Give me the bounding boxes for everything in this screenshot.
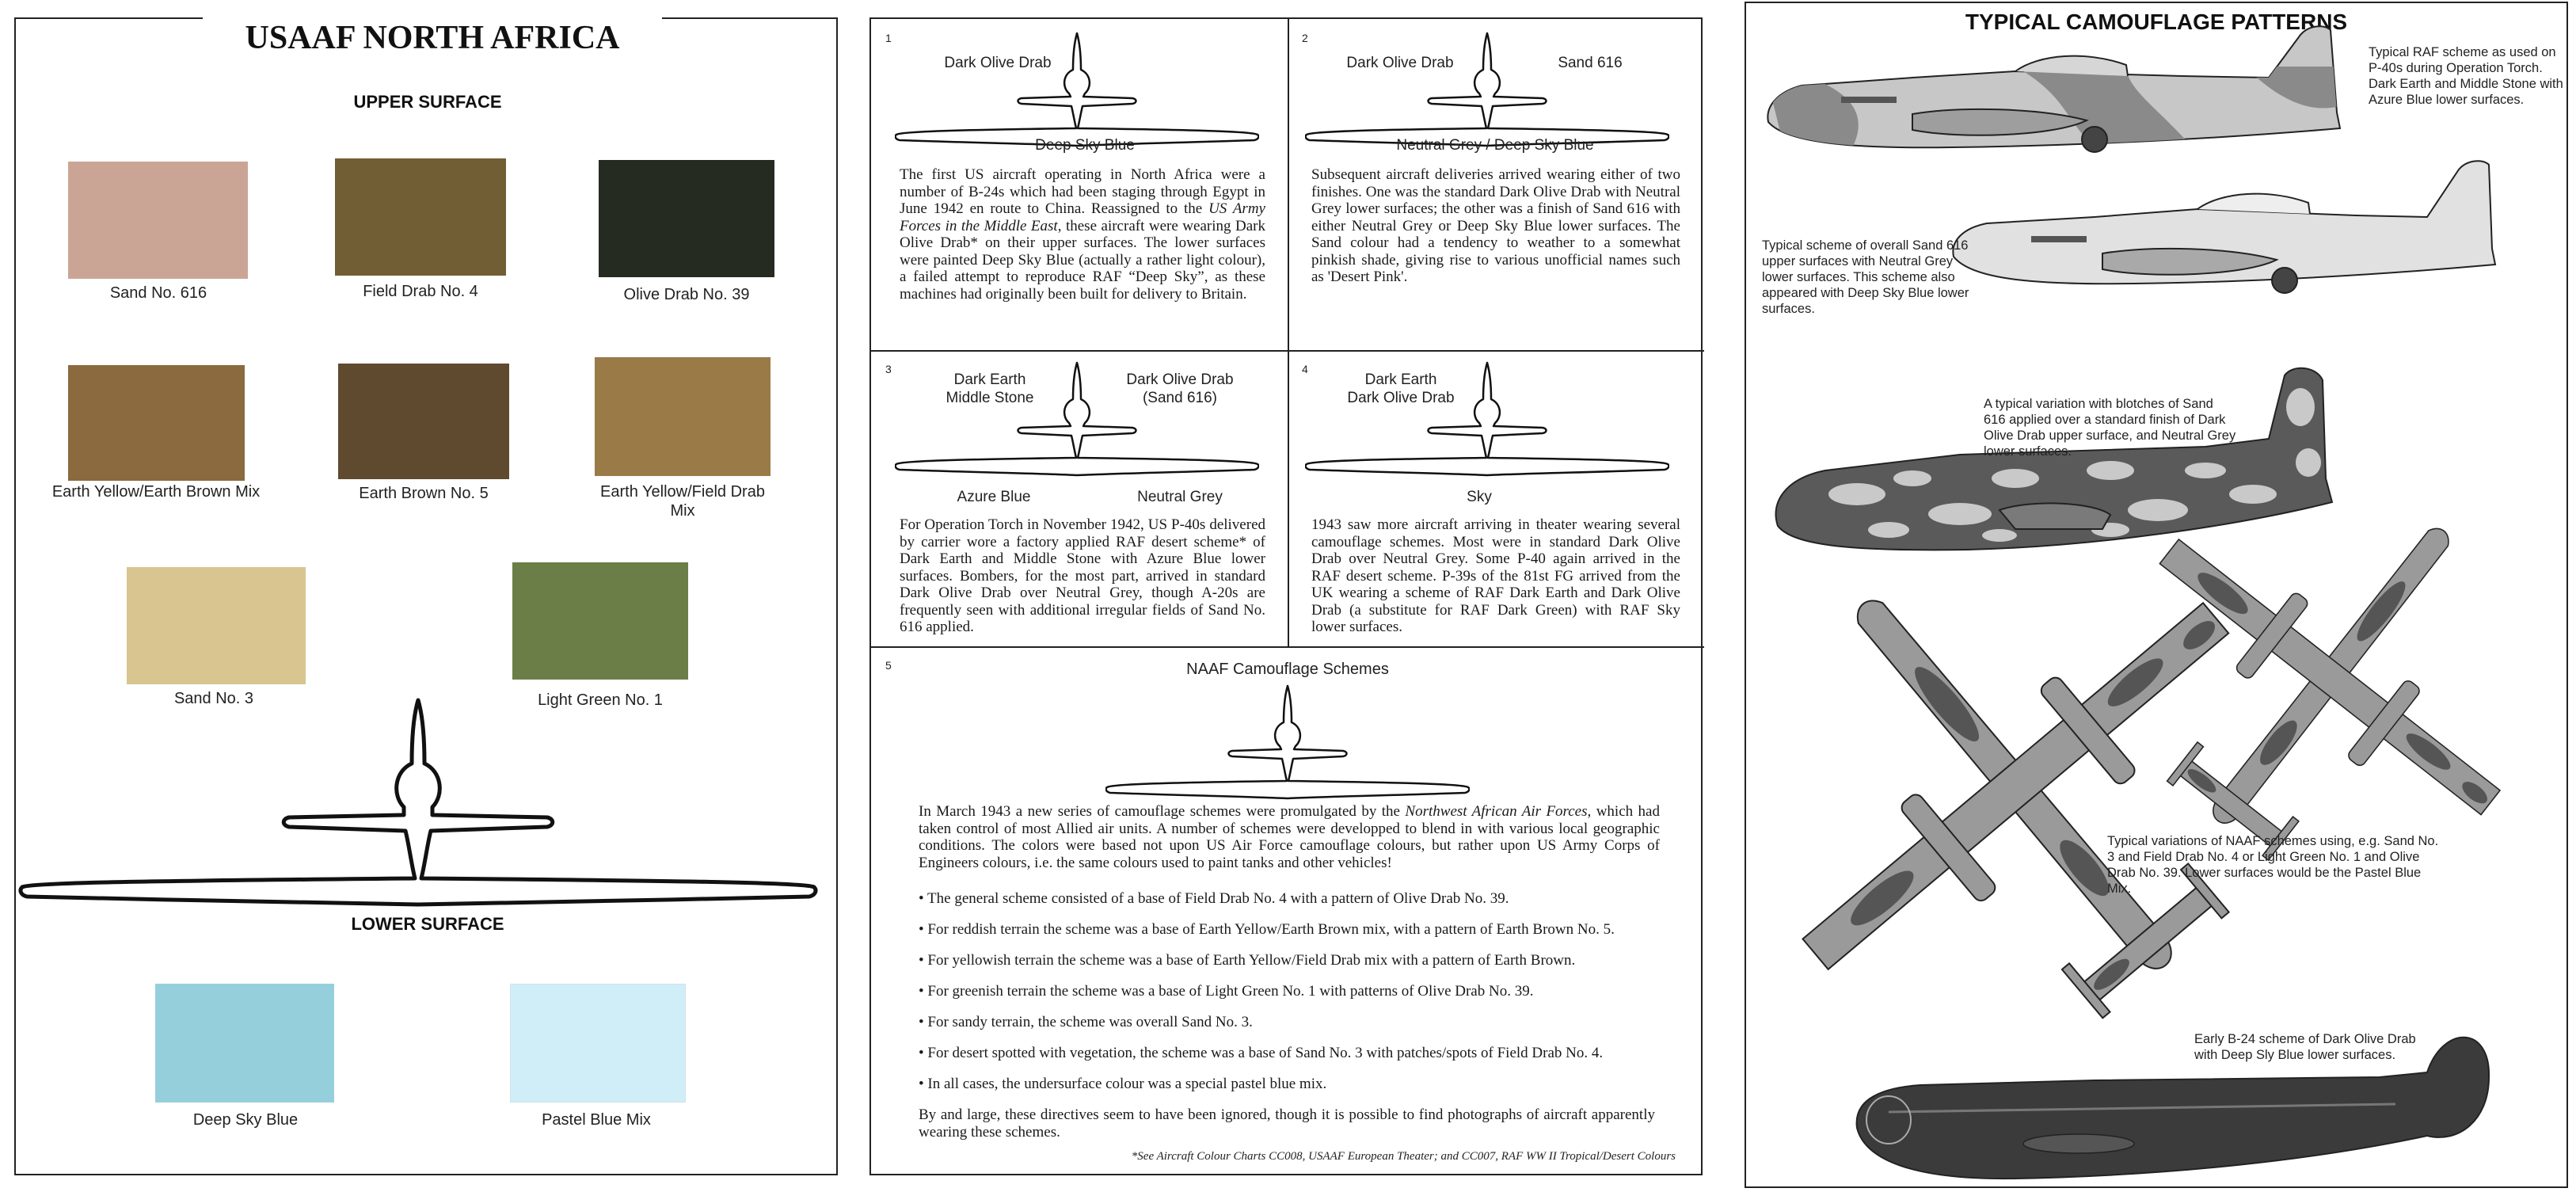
swatch-label: Pastel Blue Mix (542, 1111, 651, 1129)
cell-number: 4 (1302, 363, 1308, 375)
scheme-cell-1 (871, 19, 1288, 350)
caption-p40-raf: Typical RAF scheme as used on P-40s during Operation Torch. Dark Earth and Middle Stone with Azure Blue lower surfaces. (2369, 45, 2563, 107)
swatch-label: Deep Sky Blue (192, 1111, 299, 1129)
upper-color-label: Sand 616 (1558, 55, 1623, 71)
scheme-1-text: The first US aircraft operating in North Africa were a number of B-24s which had been staging through Egypt in June 1942 en route to China. Reassigned to the US Army Forces in the Middle East, these aircraft were wearing Dark Olive Drab* on their upper surfaces. The lower surfaces were painted Deep Sky Blue (actually a rather light colour), a failed attempt to reproduce RAF “Deep Sky”, as these machines had originally been built for delivery to Britain. (900, 166, 1265, 303)
p40-raf-scheme-illustration (1754, 19, 2356, 169)
list-item: • For desert spotted with vegetation, the scheme was a base of Sand No. 3 with patches/spots of Field Drab No. 4. (919, 1045, 1604, 1061)
closing-text: By and large, these directives seem to have been ignored, though it is possible to find photographs of aircraft apparently wearing these schemes. (919, 1106, 1655, 1141)
caption-b24: Early B-24 scheme of Dark Olive Drab with Deep Sly Blue lower surfaces. (2194, 1032, 2416, 1062)
scheme-cell-4 (1289, 352, 1704, 646)
list-item: • In all cases, the undersurface colour was a special pastel blue mix. (919, 1076, 1327, 1092)
cell-number: 1 (885, 32, 892, 44)
scheme-cell-5 (871, 648, 1704, 1175)
cell-number: 3 (885, 363, 892, 375)
cell-number: 2 (1302, 32, 1308, 44)
caption-naaf-schemes: Typical variations of NAAF schemes using, e.g. Sand No. 3 and Field Drab No. 4 or Light Green No. 1 and Olive Drab No. 39. Lower surfaces would be the Pastel Blue Mix. (2107, 834, 2439, 896)
upper-color-label: Dark Earth Dark Olive Drab (1347, 371, 1455, 406)
swatch-light-green-1 (512, 562, 688, 680)
list-item: • For greenish terrain the scheme was a base of Light Green No. 1 with patterns of Olive Drab No. 39. (919, 983, 1534, 1000)
lower-color-label: Sky (1467, 489, 1492, 505)
footnote: *See Aircraft Colour Charts CC008, USAAF European Theater; and CC007, RAF WW II Tropical/Desert Colours (1131, 1150, 1676, 1163)
aircraft-outline-icon (1305, 360, 1669, 478)
aircraft-outline-icon (1105, 683, 1470, 802)
swatch-olive-drab-39 (599, 160, 774, 277)
p40-sand-scheme-illustration (1944, 154, 2498, 328)
aircraft-outline-icon (895, 360, 1259, 478)
aircraft-outline-icon (895, 30, 1259, 149)
swatch-earth-yellow-earth-brown (68, 365, 245, 481)
patterns-title: TYPICAL CAMOUFLAGE PATTERNS (1965, 10, 2348, 34)
swatch-label: Earth Brown No. 5 (359, 485, 489, 502)
list-item: • The general scheme consisted of a base of Field Drab No. 4 with a pattern of Olive Drab No. 39. (919, 890, 1509, 907)
scheme-4-text: 1943 saw more aircraft arriving in theater wearing several camouflage schemes. Most were in standard Dark Olive Drab over Neutral Grey. Some P-40 again arrived in the RAF desert scheme. P-39s of the 81st FG arrived from the UK wearing a scheme of RAF Dark Earth and Dark Olive Drab (a substitute for RAF Dark Green) with RAF Sky lower surfaces. (1311, 516, 1680, 635)
caption-p40-sand: Typical scheme of overall Sand 616 upper surfaces with Neutral Grey lower surfaces. This scheme also appeared with Deep Sky Blue lower surfaces. (1762, 238, 1969, 316)
swatch-label: Earth Yellow/Earth Brown Mix (51, 483, 261, 501)
aircraft-outline-icon (1305, 30, 1669, 149)
swatch-label: Sand No. 3 (173, 690, 254, 707)
page-title: USAAF NORTH AFRICA (203, 14, 662, 62)
caption-a20-blotched: A typical variation with blotches of Sand 616 applied over a standard finish of Dark Olive Drab upper surface, and Neutral Grey lower surfaces. (1984, 397, 2236, 459)
cell-number: 5 (885, 659, 892, 672)
swatch-deep-sky-blue (155, 984, 334, 1103)
naaf-scheme-list (919, 890, 1663, 1141)
naaf-intro-text: In March 1943 a new series of camouflage schemes were promulgated by the Northwest African Air Forces, which had taken control of most Allied air units. A number of schemes were developped to blend in with various local geographic conditions. The colors were based not upon US Air Force camouflage colours, but rather upon US Army Corps of Engineers colours, i.e. the same colours used to paint tanks and other vehicles! (919, 803, 1660, 871)
swatch-label: Earth Yellow/Field Drab Mix (600, 483, 765, 520)
swatch-label: Olive Drab No. 39 (623, 286, 750, 303)
swatch-sand-616 (68, 162, 248, 279)
lower-color-label: Azure Blue (957, 489, 1031, 505)
lower-color-label: Neutral Grey / Deep Sky Blue (1396, 137, 1594, 154)
swatch-earth-yellow-field-drab (595, 357, 771, 476)
naaf-schemes-title: NAAF Camouflage Schemes (1186, 661, 1389, 678)
scheme-cell-3 (871, 352, 1288, 646)
aircraft-outline-icon (16, 692, 839, 914)
scheme-cell-2 (1289, 19, 1704, 350)
color-chart-panel (14, 17, 838, 1175)
swatch-label: Sand No. 616 (109, 284, 207, 302)
list-item: • For sandy terrain, the scheme was overall Sand No. 3. (919, 1014, 1253, 1030)
swatch-label: Light Green No. 1 (538, 691, 663, 709)
list-item: • For yellowish terrain the scheme was a base of Earth Yellow/Field Drab mix with a pattern of Earth Brown. (919, 952, 1576, 969)
camouflage-patterns-panel (1745, 2, 2568, 1188)
swatch-sand-3 (127, 567, 306, 684)
lower-color-label: Deep Sky Blue (1035, 137, 1135, 154)
upper-color-label: Dark Olive Drab (1346, 55, 1454, 71)
swatch-pastel-blue-mix (510, 984, 686, 1103)
swatch-earth-brown-5 (338, 364, 509, 479)
naaf-schemes-illustration (1762, 463, 2554, 1064)
upper-color-label: Dark Olive Drab (944, 55, 1052, 71)
lower-surface-heading: LOWER SURFACE (351, 914, 504, 934)
lower-color-label: Neutral Grey (1137, 489, 1223, 505)
scheme-2-text: Subsequent aircraft deliveries arrived wearing either of two finishes. One was the standard Dark Olive Drab with Neutral Grey lower surfaces; the other was a finish of Sand 616 with either Neutral Grey or Deep Sky Blue lower surfaces. The Sand colour had a tendency to weather to a somewhat pinkish shade, giving rise to various unofficial names such as 'Desert Pink'. (1311, 166, 1680, 285)
upper-color-label: Dark Olive Drab (Sand 616) (1126, 371, 1234, 406)
upper-surface-heading: UPPER SURFACE (353, 92, 502, 112)
schemes-text-panel (869, 17, 1703, 1175)
upper-color-label: Dark Earth Middle Stone (946, 371, 1034, 406)
scheme-3-text: For Operation Torch in November 1942, US P-40s delivered by carrier wore a factory applied RAF desert scheme* of Dark Earth and Middle Stone with Azure Blue lower surfaces. Bombers, for the most part, arrived in standard Dark Olive Drab over Neutral Grey, though A-20s are frequently seen with additional irregular fields of Sand No. 616 applied. (900, 516, 1265, 635)
swatch-label: Field Drab No. 4 (363, 283, 478, 300)
swatch-field-drab-4 (335, 158, 506, 276)
list-item: • For reddish terrain the scheme was a base of Earth Yellow/Earth Brown mix, with a pattern of Earth Brown No. 5. (919, 921, 1615, 938)
